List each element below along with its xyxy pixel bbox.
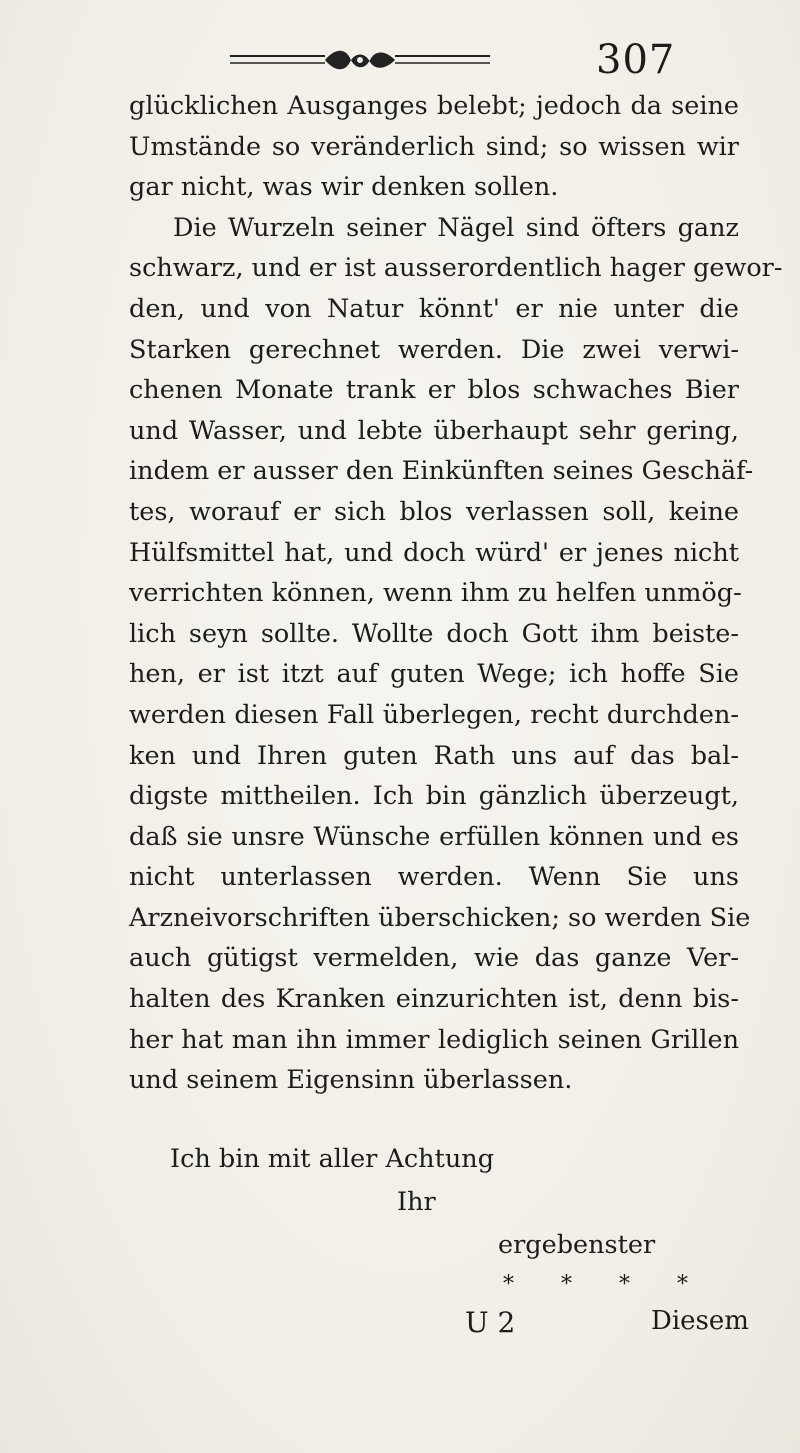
text-line: indem er ausser den Einkünften seines Geschäf- [129,456,754,487]
text-line: den, und von Natur könnt' er nie unter die [129,293,739,324]
text-line: nicht unterlassen werden. Wenn Sie uns [129,862,739,893]
text-line: Arzneivorschriften überschicken; so werden Sie [129,902,751,933]
text-line: her hat man ihn immer lediglich seinen Grillen [129,1024,739,1055]
closing-pronoun: Ihr [397,1187,436,1217]
text-line: und seinem Eigensinn überlassen. [129,1065,573,1096]
body-text [129,86,783,1101]
text-line: Die Wurzeln seiner Nägel sind öfters ganz [173,212,739,243]
catchword: Diesem [651,1306,749,1336]
header-ornament [230,48,490,72]
text-line: Umstände so veränderlich sind; so wissen wir [129,131,739,162]
text-line: Starken gerechnet werden. Die zwei verwi- [129,334,739,365]
text-line: gar nicht, was wir denken sollen. [129,172,559,203]
text-line: verrichten können, wenn ihm zu helfen unmög- [129,578,742,609]
text-line: tes, worauf er sich blos verlassen soll, keine [129,496,739,527]
text-line: ken und Ihren guten Rath uns auf das bal- [129,740,739,771]
text-line: und Wasser, und lebte überhaupt sehr gering, [129,415,739,446]
page-number: 307 [596,37,676,83]
text-line: Hülfsmittel hat, und doch würd' er jenes nicht [129,537,739,568]
anonymous-signature: * * * * [503,1272,708,1297]
text-line: lich seyn sollte. Wollte doch Gott ihm beiste- [129,618,739,649]
text-line: werden diesen Fall überlegen, recht durchden- [129,699,739,730]
closing-salutation: Ich bin mit aller Achtung [170,1144,495,1174]
text-line: auch gütigst vermelden, wie das ganze Ver- [129,943,739,974]
text-line: halten des Kranken einzurichten ist, denn bis- [129,984,739,1015]
text-line: glücklichen Ausganges belebt; jedoch da seine [129,91,739,121]
text-line: chenen Monate trank er blos schwaches Bier [129,375,739,406]
text-line: schwarz, und er ist ausserordentlich hager gewor- [129,253,783,284]
closing-signoff: ergebenster [498,1230,656,1260]
printer-signature-mark: U 2 [465,1306,516,1339]
text-line: hen, er ist itzt auf guten Wege; ich hoffe Sie [129,659,739,690]
text-line: digste mittheilen. Ich bin gänzlich überzeugt, [129,781,739,812]
text-line: daß sie unsre Wünsche erfüllen können und es [129,821,739,852]
